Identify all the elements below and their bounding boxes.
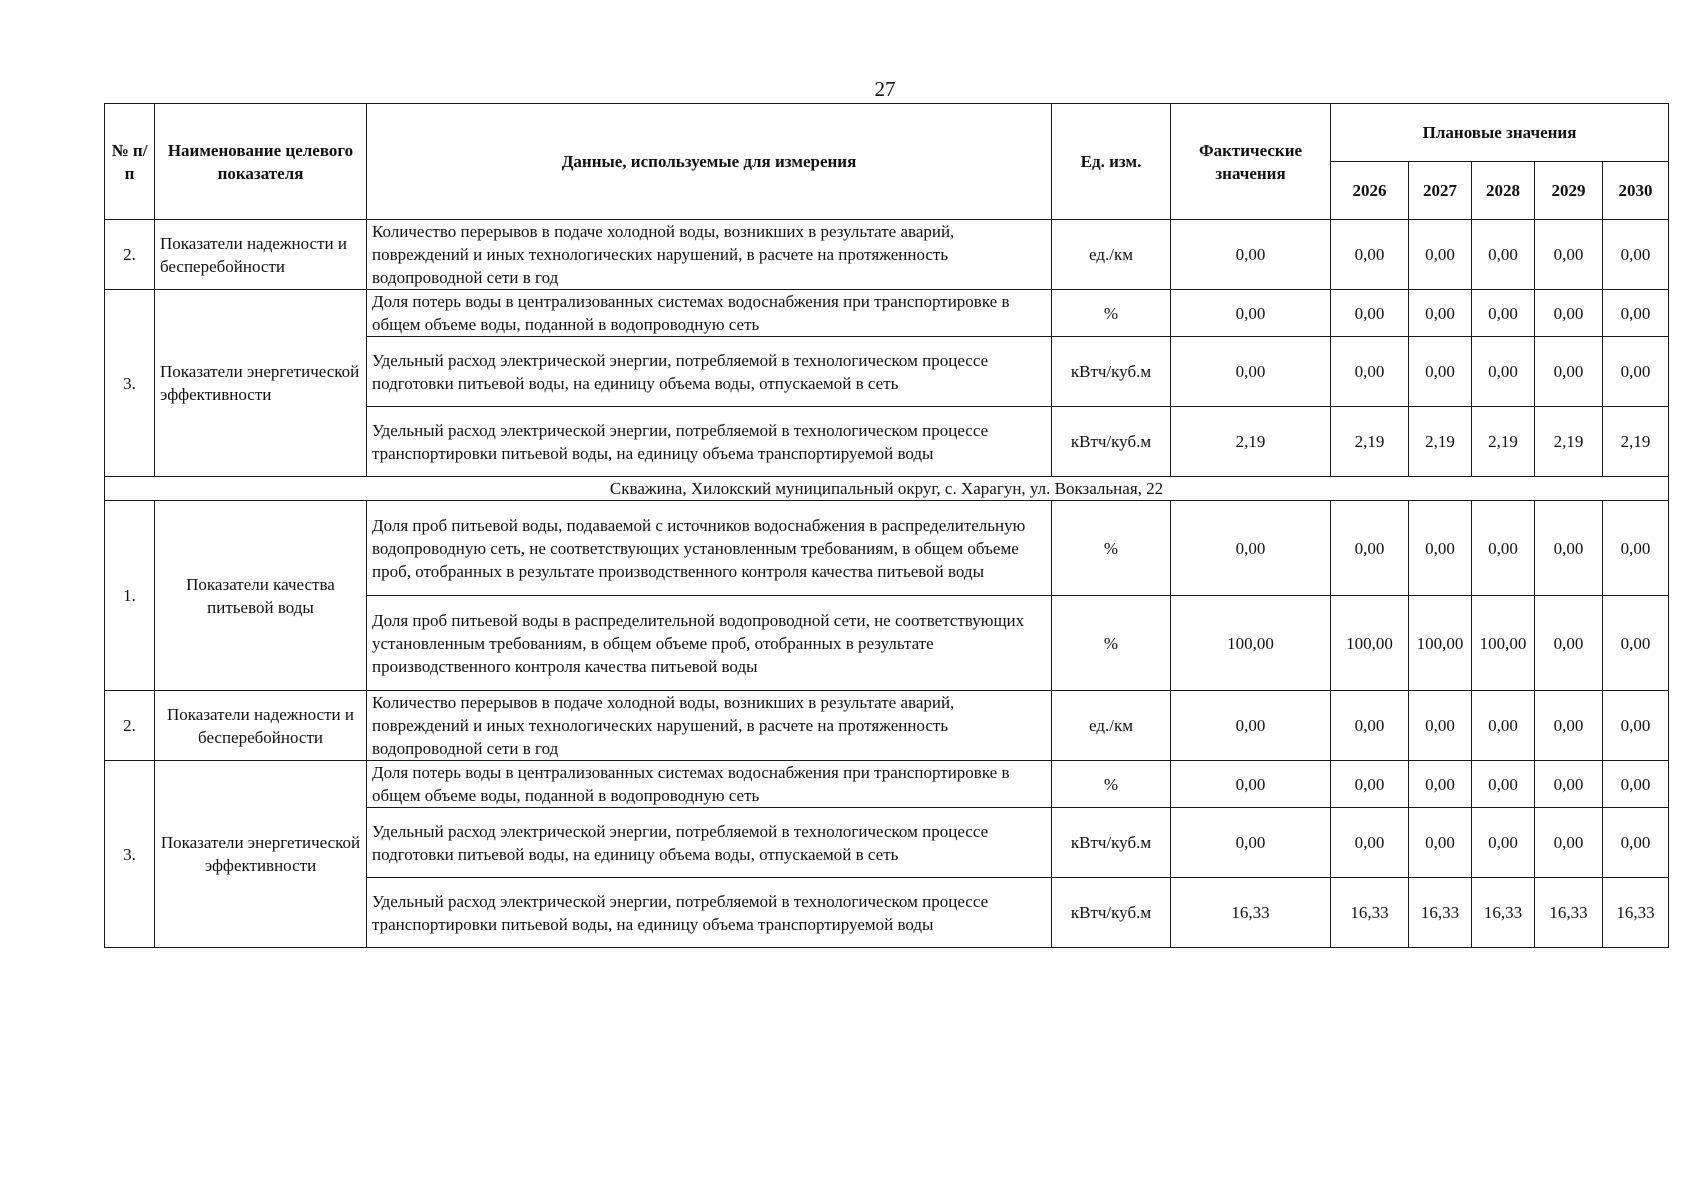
plan-value: 0,00 bbox=[1331, 691, 1409, 761]
plan-value: 0,00 bbox=[1603, 337, 1669, 407]
measurement-data: Удельный расход электрической энергии, потребляемой в технологическом процессе подготовки питьевой воды, на единицу объема воды, отпускаемой в сеть bbox=[367, 808, 1052, 878]
page-number: 27 bbox=[874, 77, 896, 101]
plan-value: 0,00 bbox=[1603, 808, 1669, 878]
header-num: № п/п bbox=[105, 104, 155, 220]
plan-value: 0,00 bbox=[1472, 220, 1535, 290]
indicator-name: Показатели надежности и бесперебойности bbox=[155, 220, 367, 290]
plan-value: 0,00 bbox=[1331, 220, 1409, 290]
header-year: 2028 bbox=[1472, 162, 1535, 220]
measurement-data: Количество перерывов в подаче холодной воды, возникших в результате аварий, повреждений и иных технологических нарушений, в расчете на протяженность водопроводной сети в год bbox=[367, 220, 1052, 290]
plan-value: 16,33 bbox=[1535, 878, 1603, 948]
section-title: Скважина, Хилокский муниципальный округ, с. Харагун, ул. Вокзальная, 22 bbox=[105, 477, 1669, 501]
measurement-data: Доля проб питьевой воды в распределительной водопроводной сети, не соответствующих установленным требованиям, в общем объеме проб, отобранных в результате производственного контроля качества питьевой воды bbox=[367, 596, 1052, 691]
plan-value: 2,19 bbox=[1535, 407, 1603, 477]
plan-value: 0,00 bbox=[1535, 808, 1603, 878]
plan-value: 100,00 bbox=[1409, 596, 1472, 691]
table-row bbox=[105, 761, 1669, 808]
plan-value: 0,00 bbox=[1331, 290, 1409, 337]
indicator-name: Показатели надежности и бесперебойности bbox=[155, 691, 367, 761]
unit-cell: кВтч/куб.м bbox=[1052, 808, 1171, 878]
indicators-table bbox=[104, 103, 1669, 948]
table-row bbox=[105, 691, 1669, 761]
plan-value: 2,19 bbox=[1603, 407, 1669, 477]
table-row bbox=[105, 290, 1669, 337]
plan-value: 0,00 bbox=[1603, 596, 1669, 691]
header-planned: Плановые значения bbox=[1331, 104, 1669, 162]
row-num: 3. bbox=[105, 290, 155, 477]
plan-value: 0,00 bbox=[1472, 501, 1535, 596]
plan-value: 0,00 bbox=[1331, 337, 1409, 407]
actual-value: 0,00 bbox=[1171, 691, 1331, 761]
plan-value: 100,00 bbox=[1331, 596, 1409, 691]
unit-cell: % bbox=[1052, 290, 1171, 337]
plan-value: 0,00 bbox=[1409, 761, 1472, 808]
row-num: 2. bbox=[105, 691, 155, 761]
measurement-data: Доля потерь воды в централизованных системах водоснабжения при транспортировке в общем объеме воды, поданной в водопроводную сеть bbox=[367, 290, 1052, 337]
unit-cell: ед./км bbox=[1052, 220, 1171, 290]
actual-value: 0,00 bbox=[1171, 220, 1331, 290]
plan-value: 16,33 bbox=[1409, 878, 1472, 948]
plan-value: 0,00 bbox=[1535, 691, 1603, 761]
plan-value: 0,00 bbox=[1535, 337, 1603, 407]
header-year: 2027 bbox=[1409, 162, 1472, 220]
plan-value: 0,00 bbox=[1472, 337, 1535, 407]
plan-value: 0,00 bbox=[1603, 761, 1669, 808]
unit-cell: % bbox=[1052, 761, 1171, 808]
plan-value: 0,00 bbox=[1472, 761, 1535, 808]
unit-cell: % bbox=[1052, 501, 1171, 596]
unit-cell: кВтч/куб.м bbox=[1052, 337, 1171, 407]
unit-cell: ед./км bbox=[1052, 691, 1171, 761]
plan-value: 0,00 bbox=[1409, 220, 1472, 290]
actual-value: 2,19 bbox=[1171, 407, 1331, 477]
actual-value: 0,00 bbox=[1171, 808, 1331, 878]
plan-value: 16,33 bbox=[1472, 878, 1535, 948]
header-actual: Фактические значения bbox=[1171, 104, 1331, 220]
plan-value: 0,00 bbox=[1535, 596, 1603, 691]
plan-value: 2,19 bbox=[1331, 407, 1409, 477]
plan-value: 2,19 bbox=[1472, 407, 1535, 477]
measurement-data: Удельный расход электрической энергии, потребляемой в технологическом процессе подготовки питьевой воды, на единицу объема воды, отпускаемой в сеть bbox=[367, 337, 1052, 407]
plan-value: 0,00 bbox=[1535, 220, 1603, 290]
plan-value: 0,00 bbox=[1331, 501, 1409, 596]
actual-value: 0,00 bbox=[1171, 290, 1331, 337]
actual-value: 0,00 bbox=[1171, 501, 1331, 596]
measurement-data: Удельный расход электрической энергии, потребляемой в технологическом процессе транспортировки питьевой воды, на единицу объема транспортируемой воды bbox=[367, 878, 1052, 948]
plan-value: 0,00 bbox=[1603, 220, 1669, 290]
plan-value: 0,00 bbox=[1535, 501, 1603, 596]
plan-value: 0,00 bbox=[1535, 761, 1603, 808]
measurement-data: Доля потерь воды в централизованных системах водоснабжения при транспортировке в общем объеме воды, поданной в водопроводную сеть bbox=[367, 761, 1052, 808]
unit-cell: кВтч/куб.м bbox=[1052, 878, 1171, 948]
plan-value: 0,00 bbox=[1472, 691, 1535, 761]
measurement-data: Доля проб питьевой воды, подаваемой с источников водоснабжения в распределительную водопроводную сеть, не соответствующих установленным требованиям, в общем объеме проб, отобранных в результате производственного контроля качества питьевой воды bbox=[367, 501, 1052, 596]
header-year: 2026 bbox=[1331, 162, 1409, 220]
table-row bbox=[105, 501, 1669, 596]
plan-value: 0,00 bbox=[1331, 761, 1409, 808]
plan-value: 0,00 bbox=[1409, 501, 1472, 596]
actual-value: 100,00 bbox=[1171, 596, 1331, 691]
unit-cell: кВтч/куб.м bbox=[1052, 407, 1171, 477]
plan-value: 16,33 bbox=[1331, 878, 1409, 948]
header-name: Наименование целевого показателя bbox=[155, 104, 367, 220]
row-num: 2. bbox=[105, 220, 155, 290]
row-num: 1. bbox=[105, 501, 155, 691]
plan-value: 0,00 bbox=[1331, 808, 1409, 878]
plan-value: 0,00 bbox=[1409, 691, 1472, 761]
plan-value: 0,00 bbox=[1409, 290, 1472, 337]
plan-value: 0,00 bbox=[1472, 290, 1535, 337]
indicator-name: Показатели энергетической эффективности bbox=[155, 761, 367, 948]
plan-value: 0,00 bbox=[1409, 808, 1472, 878]
actual-value: 0,00 bbox=[1171, 337, 1331, 407]
actual-value: 0,00 bbox=[1171, 761, 1331, 808]
header-year: 2029 bbox=[1535, 162, 1603, 220]
header-data: Данные, используемые для измерения bbox=[367, 104, 1052, 220]
plan-value: 0,00 bbox=[1603, 290, 1669, 337]
table-row bbox=[105, 220, 1669, 290]
actual-value: 16,33 bbox=[1171, 878, 1331, 948]
unit-cell: % bbox=[1052, 596, 1171, 691]
plan-value: 0,00 bbox=[1603, 691, 1669, 761]
plan-value: 0,00 bbox=[1603, 501, 1669, 596]
plan-value: 0,00 bbox=[1472, 808, 1535, 878]
plan-value: 100,00 bbox=[1472, 596, 1535, 691]
indicator-name: Показатели качества питьевой воды bbox=[155, 501, 367, 691]
measurement-data: Удельный расход электрической энергии, потребляемой в технологическом процессе транспортировки питьевой воды, на единицу объема транспортируемой воды bbox=[367, 407, 1052, 477]
plan-value: 0,00 bbox=[1409, 337, 1472, 407]
indicator-name: Показатели энергетической эффективности bbox=[155, 290, 367, 477]
plan-value: 0,00 bbox=[1535, 290, 1603, 337]
plan-value: 16,33 bbox=[1603, 878, 1669, 948]
section-row bbox=[105, 477, 1669, 501]
header-unit: Ед. изм. bbox=[1052, 104, 1171, 220]
row-num: 3. bbox=[105, 761, 155, 948]
plan-value: 2,19 bbox=[1409, 407, 1472, 477]
header-row bbox=[105, 104, 1669, 162]
measurement-data: Количество перерывов в подаче холодной воды, возникших в результате аварий, повреждений и иных технологических нарушений, в расчете на протяженность водопроводной сети в год bbox=[367, 691, 1052, 761]
header-year: 2030 bbox=[1603, 162, 1669, 220]
